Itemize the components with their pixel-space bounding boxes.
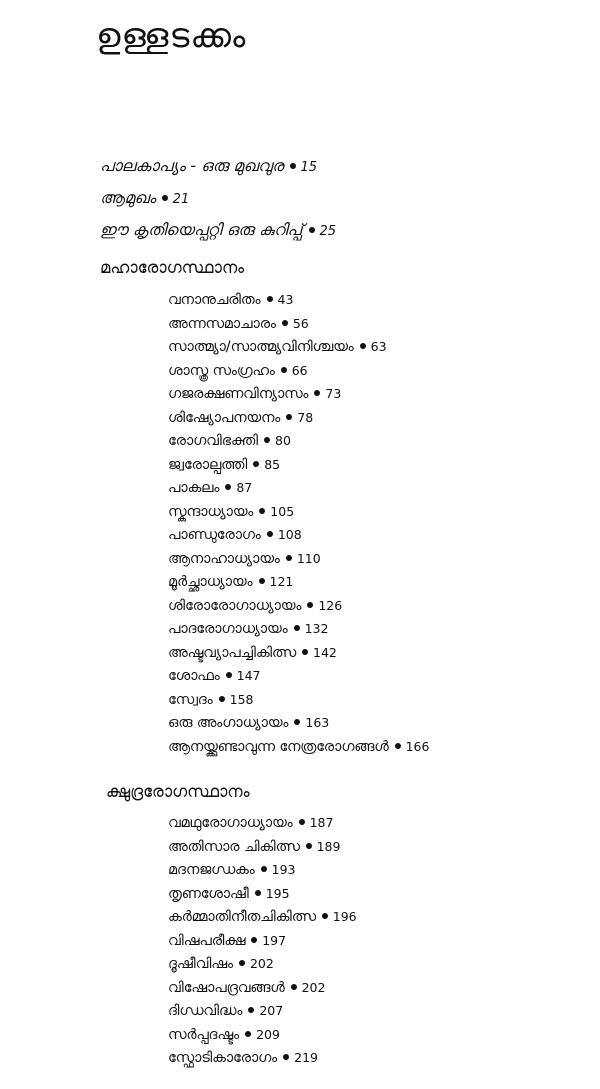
entry-title: ശിരോരോഗാധ്യായം	[168, 597, 302, 614]
toc-entry	[168, 1046, 357, 1070]
entry-title: സർപ്പദഷ്ടം	[168, 1026, 240, 1043]
toc-entry	[168, 476, 429, 500]
toc-entry	[168, 453, 429, 477]
bullet-icon	[306, 843, 312, 849]
toc-entry	[168, 858, 357, 882]
toc-entry	[168, 952, 357, 976]
entry-title: സ്വേദം	[168, 691, 213, 708]
bullet-icon	[267, 296, 273, 302]
bullet-icon	[225, 484, 231, 490]
bullet-icon	[226, 672, 232, 678]
entry-title: പാകലം	[168, 480, 220, 496]
entry-page: 80	[275, 433, 291, 448]
toc-entry	[168, 929, 357, 953]
bullet-icon	[282, 320, 288, 326]
toc-entry	[168, 594, 429, 618]
entry-page: 132	[304, 621, 329, 636]
entry-page: 25	[319, 224, 337, 239]
toc-entry	[168, 976, 357, 1000]
entry-title: ശോഫം	[168, 668, 220, 684]
toc-entry	[168, 335, 429, 359]
bullet-icon	[251, 937, 257, 943]
entry-page: 43	[277, 292, 294, 307]
entry-page: 56	[292, 315, 309, 331]
toc-entry	[100, 182, 336, 214]
bullet-icon	[255, 890, 261, 896]
bullet-icon	[302, 649, 308, 655]
entry-page: 147	[236, 668, 261, 683]
bullet-icon	[286, 555, 292, 561]
entry-page: 121	[269, 574, 294, 589]
entry-page: 209	[256, 1026, 280, 1042]
entry-title: പാദരോഗാധ്യായം	[168, 621, 288, 637]
toc-entry	[168, 688, 429, 712]
entry-page: 110	[296, 550, 321, 566]
toc-entry	[168, 811, 357, 835]
entry-page: 63	[370, 339, 387, 354]
bullet-icon	[281, 367, 287, 373]
bullet-icon	[294, 719, 300, 725]
entry-title: സ്ഫോടികാരോഗം	[168, 1050, 278, 1066]
entry-title: സാത്മ്യാ/സാത്മ്യവിനിശ്ചയം	[168, 339, 354, 355]
entry-page: 126	[318, 597, 343, 613]
toc-entry	[168, 500, 429, 524]
bullet-icon	[219, 696, 225, 702]
toc-entry	[168, 429, 429, 453]
entry-page: 202	[301, 979, 326, 995]
entry-title: മൂർച്ഛാധ്യായം	[168, 574, 253, 590]
toc-entry	[100, 150, 336, 182]
bullet-icon	[307, 602, 313, 608]
entry-page: 196	[332, 909, 357, 924]
entry-page: 15	[300, 160, 318, 175]
bullet-icon	[245, 1031, 251, 1037]
entry-title: ആനയ്ക്കുണ്ടാവുന്ന നേത്രരോഗങ്ങൾ	[168, 738, 389, 755]
toc-entry	[168, 359, 429, 383]
bullet-icon	[290, 163, 296, 169]
toc-entry	[168, 641, 429, 665]
entry-title: കർമ്മാതിനീതചികിത്സ	[168, 909, 316, 925]
entry-page: 219	[294, 1050, 319, 1065]
entry-title: ശാസ്ത്ര സംഗ്രഹം	[168, 362, 275, 379]
toc-entry	[168, 711, 429, 735]
entry-title: ജ്വരോല്പത്തി	[168, 456, 248, 473]
entry-page: 197	[262, 932, 287, 948]
bullet-icon	[264, 437, 270, 443]
toc-entry	[168, 999, 357, 1023]
entry-title: അതിസാര ചികിത്സ	[168, 838, 300, 855]
toc-entry	[168, 547, 429, 571]
toc-entry	[168, 382, 429, 406]
entry-page: 21	[172, 192, 190, 207]
bullet-icon	[239, 960, 245, 966]
entry-page: 73	[325, 386, 342, 401]
bullet-icon	[395, 743, 401, 749]
bullet-icon	[253, 461, 259, 467]
bullet-icon	[291, 984, 297, 990]
entry-title: വിഷോപദ്രവങ്ങൾ	[168, 979, 285, 996]
toc-entry	[168, 735, 429, 759]
section-heading: ക്ഷുദ്രരോഗസ്ഥാനം	[106, 782, 250, 801]
entry-title: ദൂഷീവിഷം	[168, 956, 233, 972]
entry-title: വനാനുചരിതം	[168, 292, 261, 308]
toc-entry	[168, 288, 429, 312]
entry-page: 189	[316, 838, 341, 854]
entry-page: 87	[236, 480, 253, 495]
toc-entry	[168, 905, 357, 929]
bullet-icon	[294, 625, 300, 631]
entry-page: 163	[305, 715, 330, 730]
bullet-icon	[259, 508, 265, 514]
bullet-icon	[162, 195, 168, 201]
entry-page: 85	[264, 456, 281, 472]
bullet-icon	[360, 343, 366, 349]
entry-title: ഒരു അംഗാധ്യായം	[168, 715, 289, 731]
bullet-icon	[261, 866, 267, 872]
section-heading: മഹാരോഗസ്ഥാനം	[100, 258, 245, 277]
toc-entry	[168, 406, 429, 430]
bullet-icon	[309, 227, 315, 233]
bullet-icon	[248, 1007, 254, 1013]
toc-entry	[168, 1023, 357, 1047]
entry-title: പാണ്ഡുരോഗം	[168, 527, 261, 543]
toc-entry	[168, 312, 429, 336]
entry-title: അന്നസമാചാരം	[168, 315, 276, 332]
toc-entry	[100, 214, 336, 246]
entry-page: 202	[249, 956, 274, 971]
section-entry-list	[168, 811, 357, 1070]
entry-title: ദിഗ്ധവിദ്ധം	[168, 1003, 243, 1019]
entry-title: ഗജരക്ഷണവിന്യാസം	[168, 386, 309, 402]
front-matter-list	[100, 150, 336, 246]
entry-page: 66	[291, 362, 308, 378]
entry-page: 105	[270, 503, 295, 519]
entry-title: രോഗവിഭക്തി	[168, 433, 259, 449]
entry-page: 207	[259, 1003, 284, 1018]
entry-page: 108	[277, 527, 302, 542]
toc-entry	[168, 570, 429, 594]
entry-title: അഷ്ടവ്യാപച്ചികിത്സ	[168, 644, 297, 661]
bullet-icon	[299, 819, 305, 825]
bullet-icon	[259, 578, 265, 584]
toc-entry	[168, 617, 429, 641]
entry-page: 166	[405, 738, 430, 754]
section-entry-list	[168, 288, 429, 758]
entry-page: 195	[265, 885, 290, 901]
bullet-icon	[286, 414, 292, 420]
bullet-icon	[283, 1054, 289, 1060]
toc-entry	[168, 835, 357, 859]
entry-title: വിഷപരീക്ഷ	[168, 932, 246, 949]
entry-title: സ്കന്ദാധ്യായം	[168, 503, 254, 520]
toc-entry	[168, 523, 429, 547]
bullet-icon	[322, 913, 328, 919]
toc-entry	[168, 664, 429, 688]
entry-page: 187	[309, 815, 334, 830]
bullet-icon	[267, 531, 273, 537]
entry-title: ആനാഹാധ്യായം	[168, 550, 280, 567]
entry-title: ഈ കൃതിയെപ്പറ്റി ഒരു കുറിപ്പ്	[100, 220, 303, 239]
page-title: ഉള്ളടക്കം	[96, 16, 247, 56]
entry-title: തൃണശോഷീ	[168, 885, 249, 902]
entry-title: വമഥുരോഗാധ്യായം	[168, 815, 293, 831]
toc-entry	[168, 882, 357, 906]
entry-page: 193	[271, 862, 296, 877]
entry-page: 78	[297, 409, 314, 425]
entry-title: മദനജഗ്ധകം	[168, 862, 255, 878]
entry-title: ശിഷ്യോപനയനം	[168, 409, 281, 426]
entry-page: 158	[229, 691, 254, 707]
bullet-icon	[314, 390, 320, 396]
entry-title: പാലകാപ്യം - ഒരു മുഖവുര	[100, 156, 284, 175]
entry-page: 142	[313, 644, 337, 660]
entry-title: ആമുഖം	[100, 188, 156, 207]
